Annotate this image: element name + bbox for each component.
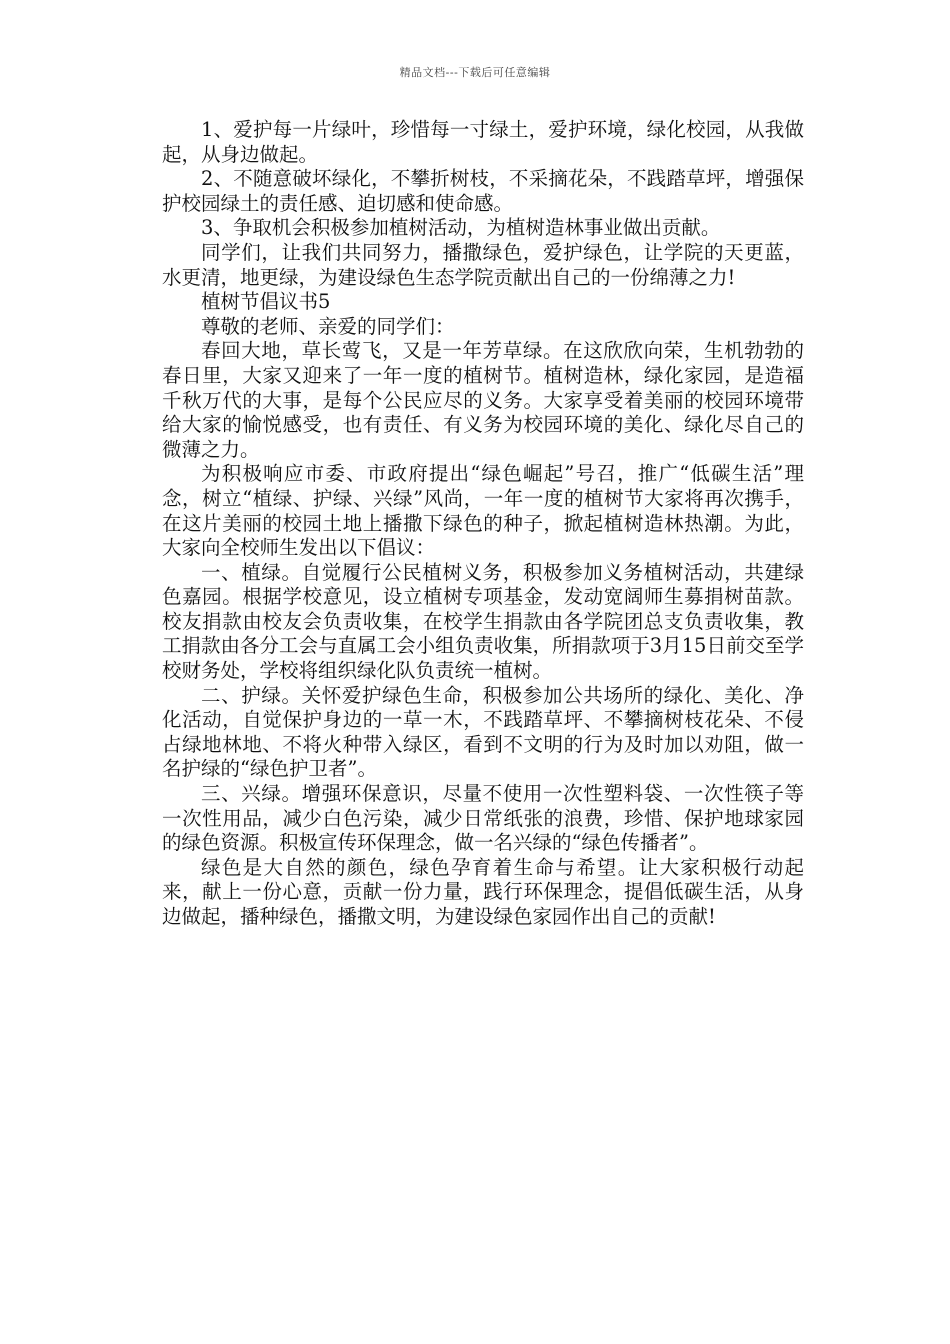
paragraph-closing: 同学们，让我们共同努力，播撒绿色，爱护绿色，让学院的天更蓝，水更清，地更绿，为建设绿色生态学院贡献出自己的一份绵薄之力! bbox=[162, 240, 804, 289]
paragraph-pledge-3: 3、争取机会积极参加植树活动，为植树造林事业做出贡献。 bbox=[201, 216, 721, 240]
document-body bbox=[162, 118, 804, 930]
paragraph-intro: 春回大地，草长莺飞，又是一年芳草绿。在这欣欣向荣，生机勃勃的春日里，大家又迎来了一年一度的植树节。植树造林，绿化家园，是造福千秋万代的大事，是每个公民应尽的义务。大家享受着美丽的校园环境带给大家的愉悦感受，也有责任、有义务为校园环境的美化、绿化尽自己的微薄之力。 bbox=[162, 339, 804, 461]
paragraph-promote-green: 三、兴绿。增强环保意识，尽量不使用一次性塑料袋、一次性筷子等一次性用品，减少白色污染，减少日常纸张的浪费，珍惜、保护地球家园的绿色资源。积极宣传环保理念，做一名兴绿的“绿色传播者”。 bbox=[162, 782, 804, 855]
salutation: 尊敬的老师、亲爱的同学们： bbox=[201, 314, 455, 338]
paragraph-pledge-1: 1、爱护每一片绿叶，珍惜每一寸绿土，爱护环境，绿化校园，从我做起，从身边做起。 bbox=[162, 118, 804, 166]
paragraph-response: 为积极响应市委、市政府提出“绿色崛起”号召，推广“低碳生活”理念，树立“植绿、护绿、兴绿”风尚，一年一度的植树节大家将再次携手，在这片美丽的校园土地上播撒下绿色的种子，掀起植树造林热潮。为此，大家向全校师生发出以下倡议： bbox=[162, 462, 804, 560]
paragraph-plant-green: 一、植绿。自觉履行公民植树义务，积极参加义务植树活动，共建绿色嘉园。根据学校意见，设立植树专项基金，发动宽阔师生募捐树苗款。校友捐款由校友会负责收集，在校学生捐款由各学院团总支负责收集，教工捐款由各分工会与直属工会小组负责收集，所捐款项于3月15日前交至学校财务处，学校将组织绿化队负责统一植树。 bbox=[162, 560, 804, 683]
page-header: 精品文档---下载后可任意编辑 bbox=[399, 66, 551, 79]
paragraph-protect-green: 二、护绿。关怀爱护绿色生命，积极参加公共场所的绿化、美化、净化活动，自觉保护身边的一草一木，不践踏草坪、不攀摘树枝花朵、不侵占绿地林地、不将火种带入绿区，看到不文明的行为及时加以劝阻，做一名护绿的“绿色护卫者”。 bbox=[162, 683, 804, 781]
paragraph-pledge-2: 2、不随意破坏绿化，不攀折树枝，不采摘花朵，不践踏草坪，增强保护校园绿土的责任感、迫切感和使命感。 bbox=[162, 167, 804, 215]
paragraph-conclusion: 绿色是大自然的颜色，绿色孕育着生命与希望。让大家积极行动起来，献上一份心意，贡献一份力量，践行环保理念，提倡低碳生活，从身边做起，播种绿色，播撒文明，为建设绿色家园作出自己的贡献! bbox=[162, 855, 804, 928]
section-title: 植树节倡议书5 bbox=[201, 290, 331, 314]
